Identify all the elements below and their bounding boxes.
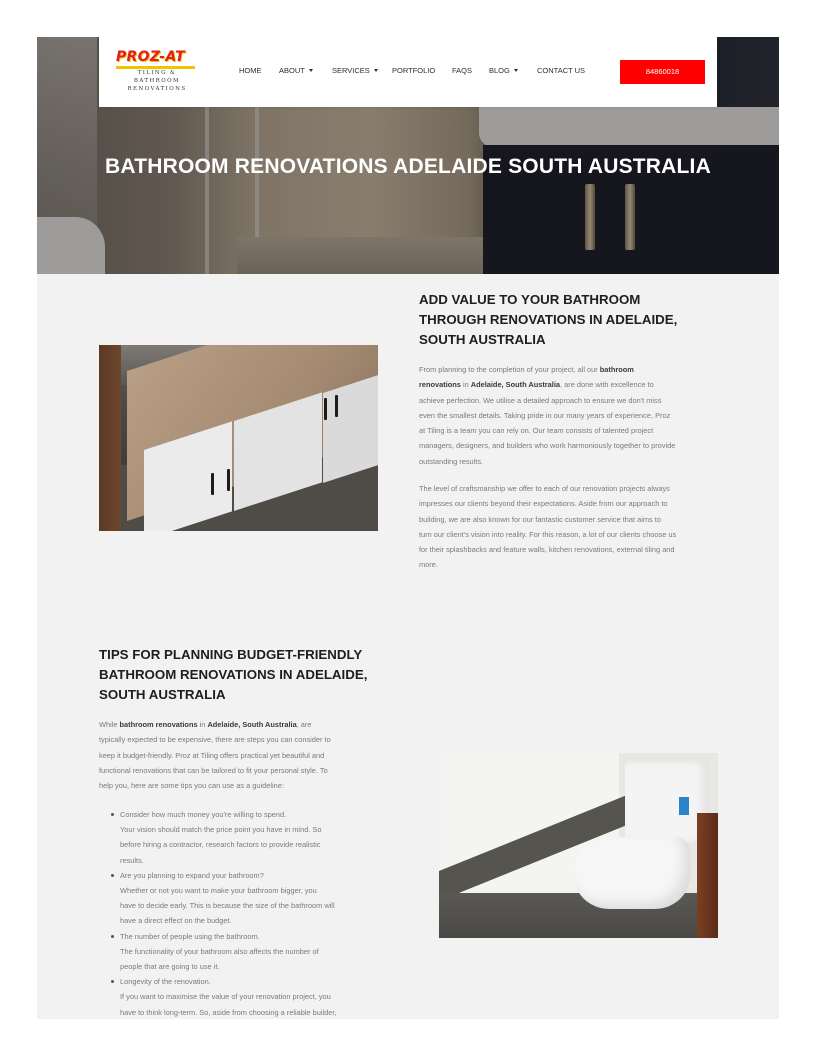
photo-toilet-bowl xyxy=(573,837,691,909)
tip-title: Longevity of the renovation. xyxy=(120,977,211,987)
tip-title: Are you planning to expand your bathroom? xyxy=(120,870,264,880)
hero-title: BATHROOM RENOVATIONS ADELAIDE SOUTH AUSTRALIA xyxy=(105,155,711,178)
section2-intro xyxy=(99,717,384,793)
list-item xyxy=(120,974,390,1019)
text: help you, here are some tips you can use as a guideline: xyxy=(99,781,284,791)
text: for their splashbacks and feature walls, kitchen renovations, external tiling and xyxy=(419,545,675,555)
text: even the smallest details. Taking pride in our many years of experience, Proz xyxy=(419,410,671,420)
bullet-icon xyxy=(111,935,114,938)
nav-portfolio[interactable] xyxy=(392,66,435,75)
list-item xyxy=(120,807,390,868)
photo-handle xyxy=(335,395,338,417)
logo-line-2: BATHROOM xyxy=(133,78,181,84)
text: From planning to the completion of your project, all our xyxy=(419,365,600,374)
nav-label: PORTFOLIO xyxy=(392,66,436,75)
list-item xyxy=(120,868,390,929)
text: in xyxy=(197,720,208,729)
tip-title: Consider how much money you're willing to spend. xyxy=(120,810,287,819)
bullet-icon xyxy=(111,980,114,983)
tip-text: results. xyxy=(120,855,144,865)
text: impresses our clients beyond their expectations. Aside from our approach to xyxy=(419,499,668,509)
site-header xyxy=(99,37,717,107)
text-bold: Adelaide, South Australia xyxy=(470,380,561,390)
logo-line-1: TILING & xyxy=(137,70,177,76)
tip-text: before hiring a contractor, research factors to provide realistic xyxy=(120,840,321,850)
text: in xyxy=(460,380,471,390)
text: While xyxy=(99,720,120,729)
tip-text: The functionality of your bathroom also affects the number of xyxy=(120,946,319,956)
text: more. xyxy=(419,560,438,570)
text: functional renovations that can be tailored to fit your personal style. To xyxy=(99,765,328,775)
tip-text: Your vision should match the price point you have in mind. So xyxy=(120,825,322,835)
phone-button[interactable]: 84860018 xyxy=(620,60,705,84)
photo-door xyxy=(99,345,121,531)
tip-text: have to think long-term. So, aside from choosing a reliable builder, xyxy=(120,1007,337,1017)
nav-contact-us[interactable] xyxy=(537,66,585,75)
nav-label: HOME xyxy=(239,66,262,75)
photo-door xyxy=(697,813,718,938)
text: achieve perfection. We utilise a detailed approach to ensure we don't miss xyxy=(419,395,662,405)
text-bold: bathroom renovations xyxy=(119,720,198,729)
nav-label: BLOG xyxy=(489,66,510,75)
text: outstanding results. xyxy=(419,456,484,466)
logo-line-3: RENOVATIONS xyxy=(127,86,187,92)
text-bold: bathroom xyxy=(599,365,634,374)
chevron-down-icon xyxy=(309,69,313,72)
nav-label: ABOUT xyxy=(279,66,305,75)
section1-paragraph-1 xyxy=(419,362,724,469)
site-logo[interactable] xyxy=(116,49,202,95)
photo-handle xyxy=(324,398,327,420)
nav-about[interactable] xyxy=(279,66,313,75)
section2-heading xyxy=(99,645,409,705)
text: typically expected to be expensive, there are steps you can consider to xyxy=(99,735,331,745)
photo-handle xyxy=(211,473,214,495)
photo-sticker xyxy=(679,797,689,815)
text-bold: Adelaide, South Australia xyxy=(207,720,297,729)
logo-underline xyxy=(116,66,195,69)
bullet-icon xyxy=(111,813,114,816)
hero-banner xyxy=(37,37,779,274)
list-item xyxy=(120,929,390,975)
text: , are done with excellence to xyxy=(560,380,654,390)
heading-line: SOUTH AUSTRALIA xyxy=(99,687,226,702)
toilet-photo xyxy=(439,753,718,938)
tip-text: If you want to maximise the value of your renovation project, you xyxy=(120,992,331,1002)
tip-text: have to decide early. This is because the size of the bathroom will xyxy=(120,901,335,911)
tips-list xyxy=(120,807,390,1019)
nav-blog[interactable] xyxy=(489,66,518,75)
bullet-icon xyxy=(111,874,114,877)
text: managers, designers, and builders who work harmoniously together to provide xyxy=(419,441,676,451)
chevron-down-icon xyxy=(374,69,378,72)
text: , are xyxy=(296,720,312,729)
heading-line: BATHROOM RENOVATIONS IN ADELAIDE, xyxy=(99,667,368,682)
nav-label: SERVICES xyxy=(332,66,370,75)
text: The level of craftsmanship we offer to each of our renovation projects always xyxy=(419,484,670,493)
nav-home[interactable] xyxy=(239,66,262,75)
tip-text: have a direct effect on the budget. xyxy=(120,916,232,926)
heading-line: THROUGH RENOVATIONS IN ADELAIDE, xyxy=(419,312,678,327)
nav-label: FAQS xyxy=(452,66,473,75)
page xyxy=(37,37,779,1019)
nav-label: CONTACT US xyxy=(537,66,586,75)
chevron-down-icon xyxy=(514,69,518,72)
text: building, we are also known for our fantastic customer service that aims to xyxy=(419,514,661,524)
heading-line: TIPS FOR PLANNING BUDGET-FRIENDLY xyxy=(99,647,363,662)
heading-line: SOUTH AUSTRALIA xyxy=(419,332,546,347)
text-bold: renovations xyxy=(419,380,461,390)
tip-text: people that are going to use it. xyxy=(120,962,220,972)
text: keep it budget-friendly. Proz at Tiling offers practical yet beautiful and xyxy=(99,750,325,760)
vanity-photo xyxy=(99,345,378,531)
tip-title: The number of people using the bathroom. xyxy=(120,931,260,941)
text: turn our client's vision into reality. For this reason, a lot of our clients choose us xyxy=(419,529,677,539)
logo-wordmark: PROZ-AT xyxy=(116,49,186,65)
heading-line: ADD VALUE TO YOUR BATHROOM xyxy=(419,292,641,307)
tip-text: Whether or not you want to make your bathroom bigger, you xyxy=(120,886,317,896)
text: at Tiling is a team you can rely on. Our team consists of talented project xyxy=(419,426,654,436)
section1-paragraph-2 xyxy=(419,481,724,573)
nav-faqs[interactable] xyxy=(452,66,472,75)
nav-services[interactable] xyxy=(332,66,378,75)
photo-cabinet xyxy=(323,374,378,483)
section1-heading xyxy=(419,290,719,350)
photo-handle xyxy=(227,469,230,491)
